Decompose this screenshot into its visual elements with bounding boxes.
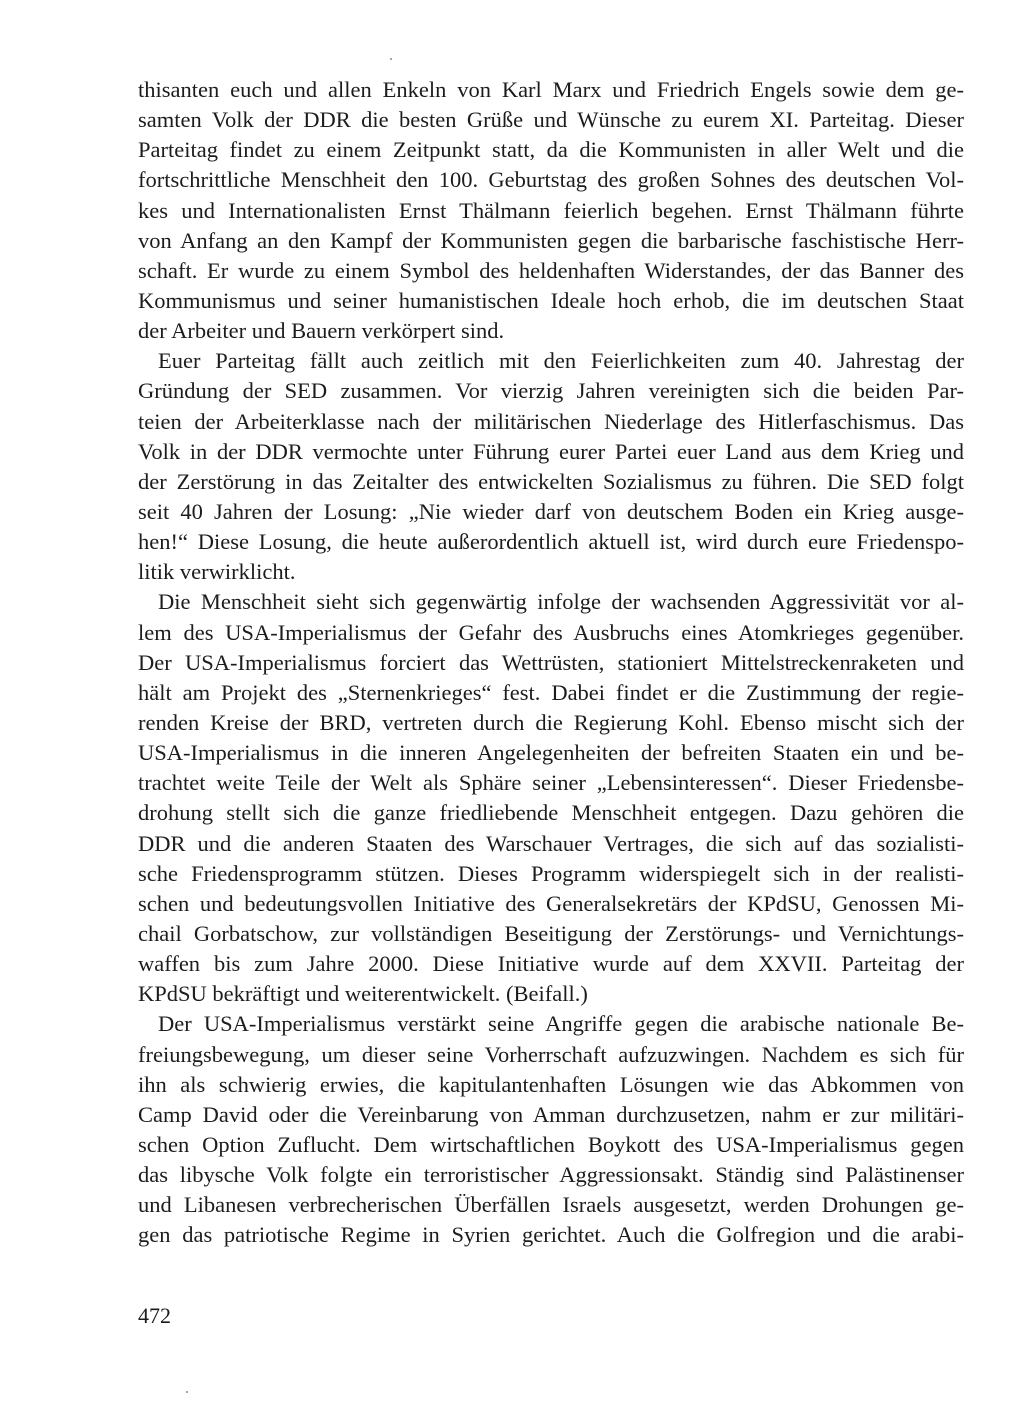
text-line: chail Gorbatschow, zur vollständigen Beseitigung der Zerstörungs- und Vernichtungs- <box>138 920 964 946</box>
text-line: renden Kreise der BRD, vertreten durch die Regierung Kohl. Ebenso mischt sich der <box>138 709 964 735</box>
text-line: kes und Internationalisten Ernst Thälmann feierlich begehen. Ernst Thälmann führte <box>138 197 964 223</box>
text-line: Camp David oder die Vereinbarung von Amman durchzusetzen, nahm er zur militäri- <box>138 1101 964 1127</box>
text-line: litik verwirklicht. <box>138 559 296 585</box>
text-line: der Arbeiter und Bauern verkörpert sind. <box>138 318 505 344</box>
text-line: hen!“ Diese Losung, die heute außerordentlich aktuell ist, wird durch eure Friedenspo- <box>138 529 964 555</box>
page-number: 472 <box>138 1303 171 1328</box>
text-line: waffen bis zum Jahre 2000. Diese Initiative wurde auf dem XXVII. Parteitag der <box>138 951 964 977</box>
text-line: das libysche Volk folgte ein terroristischer Aggressionsakt. Ständig sind Palästinenser <box>138 1162 964 1188</box>
text-line: freiungsbewegung, um dieser seine Vorherrschaft aufzuzwingen. Nachdem es sich für <box>138 1041 964 1067</box>
text-line: teien der Arbeiterklasse nach der militärischen Niederlage des Hitlerfaschismus. Das <box>138 408 964 434</box>
text-line: thisanten euch und allen Enkeln von Karl Marx und Friedrich Engels sowie dem ge- <box>138 77 964 102</box>
text-line: ihn als schwierig erwies, die kapitulantenhaften Lösungen wie das Abkommen von <box>138 1071 964 1097</box>
text-line: gen das patriotische Regime in Syrien gerichtet. Auch die Golfregion und die arabi- <box>138 1222 964 1248</box>
text-line: Gründung der SED zusammen. Vor vierzig Jahren vereinigten sich die beiden Par- <box>138 378 964 404</box>
text-line: schen und bedeutungsvollen Initiative des Generalsekretärs der KPdSU, Genossen Mi- <box>138 890 964 916</box>
text-line: USA-Imperialismus in die inneren Angelegenheiten der befreiten Staaten ein und be- <box>138 740 964 766</box>
text-line: Die Menschheit sieht sich gegenwärtig infolge der wachsenden Aggressivität vor al- <box>158 589 964 615</box>
text-line: schaft. Er wurde zu einem Symbol des heldenhaften Widerstandes, der das Banner des <box>138 257 964 283</box>
text-line: Volk in der DDR vermochte unter Führung eurer Partei euer Land aus dem Krieg und <box>138 438 964 464</box>
text-line: hält am Projekt des „Sternenkrieges“ fest. Dabei findet er die Zustimmung der regie- <box>138 679 964 705</box>
text-line: Der USA-Imperialismus verstärkt seine Angriffe gegen die arabische nationale Be- <box>158 1011 964 1037</box>
text-line: samten Volk der DDR die besten Grüße und Wünsche zu eurem XI. Parteitag. Dieser <box>138 107 964 133</box>
scan-speck <box>186 1391 188 1393</box>
scan-speck <box>390 58 392 60</box>
text-line: sche Friedensprogramm stützen. Dieses Programm widerspiegelt sich in der realisti- <box>138 860 964 886</box>
text-line: von Anfang an den Kampf der Kommunisten gegen die barbarische faschistische Herr- <box>138 227 964 253</box>
text-line: fortschrittliche Menschheit den 100. Geburtstag des großen Sohnes des deutschen Vol- <box>138 167 964 193</box>
text-line: trachtet weite Teile der Welt als Sphäre seiner „Lebensinteressen“. Dieser Friedensbe- <box>138 770 964 796</box>
text-line: der Zerstörung in das Zeitalter des entwickelten Sozialismus zu führen. Die SED folgt <box>138 468 964 494</box>
text-line: seit 40 Jahren der Losung: „Nie wieder darf von deutschem Boden ein Krieg ausge- <box>138 498 964 524</box>
text-line: Euer Parteitag fällt auch zeitlich mit den Feierlichkeiten zum 40. Jahrestag der <box>158 348 964 374</box>
text-line: drohung stellt sich die ganze friedliebende Menschheit entgegen. Dazu gehören die <box>138 800 964 826</box>
body-text <box>138 75 964 1250</box>
text-line: DDR und die anderen Staaten des Warschauer Vertrages, die sich auf das sozialisti- <box>138 830 964 856</box>
text-line: Kommunismus und seiner humanistischen Ideale hoch erhob, die im deutschen Staat <box>138 287 964 313</box>
text-line: Der USA-Imperialismus forciert das Wettrüsten, stationiert Mittelstreckenraketen und <box>138 649 964 675</box>
text-line: lem des USA-Imperialismus der Gefahr des Ausbruchs eines Atomkrieges gegenüber. <box>138 619 964 645</box>
text-line: Parteitag findet zu einem Zeitpunkt statt, da die Kommunisten in aller Welt und die <box>138 137 964 163</box>
text-line: KPdSU bekräftigt und weiterentwickelt. (Beifall.) <box>138 981 588 1007</box>
text-line: und Libanesen verbrecherischen Überfällen Israels ausgesetzt, werden Drohungen ge- <box>138 1192 964 1218</box>
text-line: schen Option Zuflucht. Dem wirtschaftlichen Boykott des USA-Imperialismus gegen <box>138 1131 964 1157</box>
